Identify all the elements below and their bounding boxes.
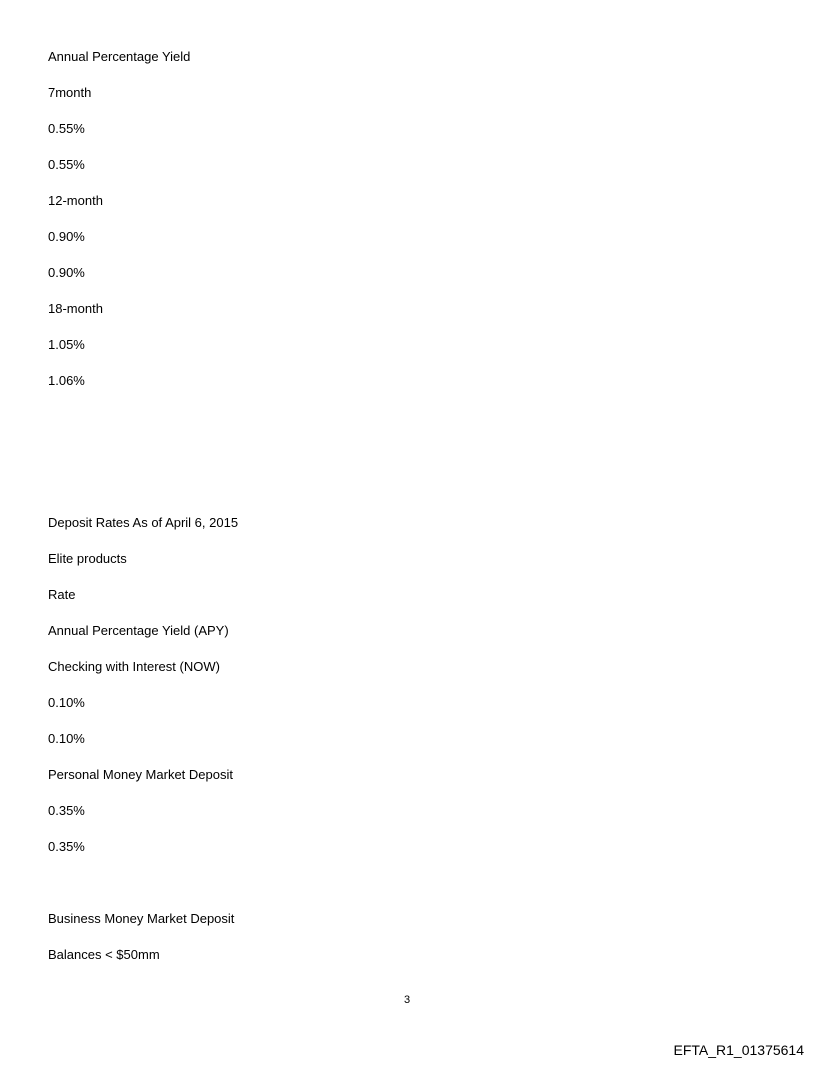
section-title: Deposit Rates As of April 6, 2015 — [48, 515, 239, 530]
page-number: 3 — [404, 994, 411, 1006]
text-line: Balances < $50mm — [48, 947, 160, 962]
text-line: Business Money Market Deposit — [48, 911, 235, 926]
text-line: 18-month — [48, 301, 103, 316]
text-line: 1.05% — [48, 337, 85, 352]
text-line: 0.10% — [48, 695, 85, 710]
text-line: Elite products — [48, 551, 127, 566]
document-id-footer: EFTA_R1_01375614 — [673, 1042, 804, 1058]
text-line: 1.06% — [48, 373, 85, 388]
text-line: Personal Money Market Deposit — [48, 767, 233, 782]
text-line: Checking with Interest (NOW) — [48, 659, 220, 674]
text-line: 0.35% — [48, 803, 85, 818]
text-line: 0.90% — [48, 265, 85, 280]
text-line: 0.90% — [48, 229, 85, 244]
text-line: Rate — [48, 587, 76, 602]
text-line: 12-month — [48, 193, 103, 208]
text-line: 7month — [48, 85, 92, 100]
text-line: 0.55% — [48, 157, 85, 172]
text-line: Annual Percentage Yield — [48, 49, 191, 64]
text-line: Annual Percentage Yield (APY) — [48, 623, 229, 638]
text-line: 0.10% — [48, 731, 85, 746]
text-line: 0.35% — [48, 839, 85, 854]
text-line: 0.55% — [48, 121, 85, 136]
